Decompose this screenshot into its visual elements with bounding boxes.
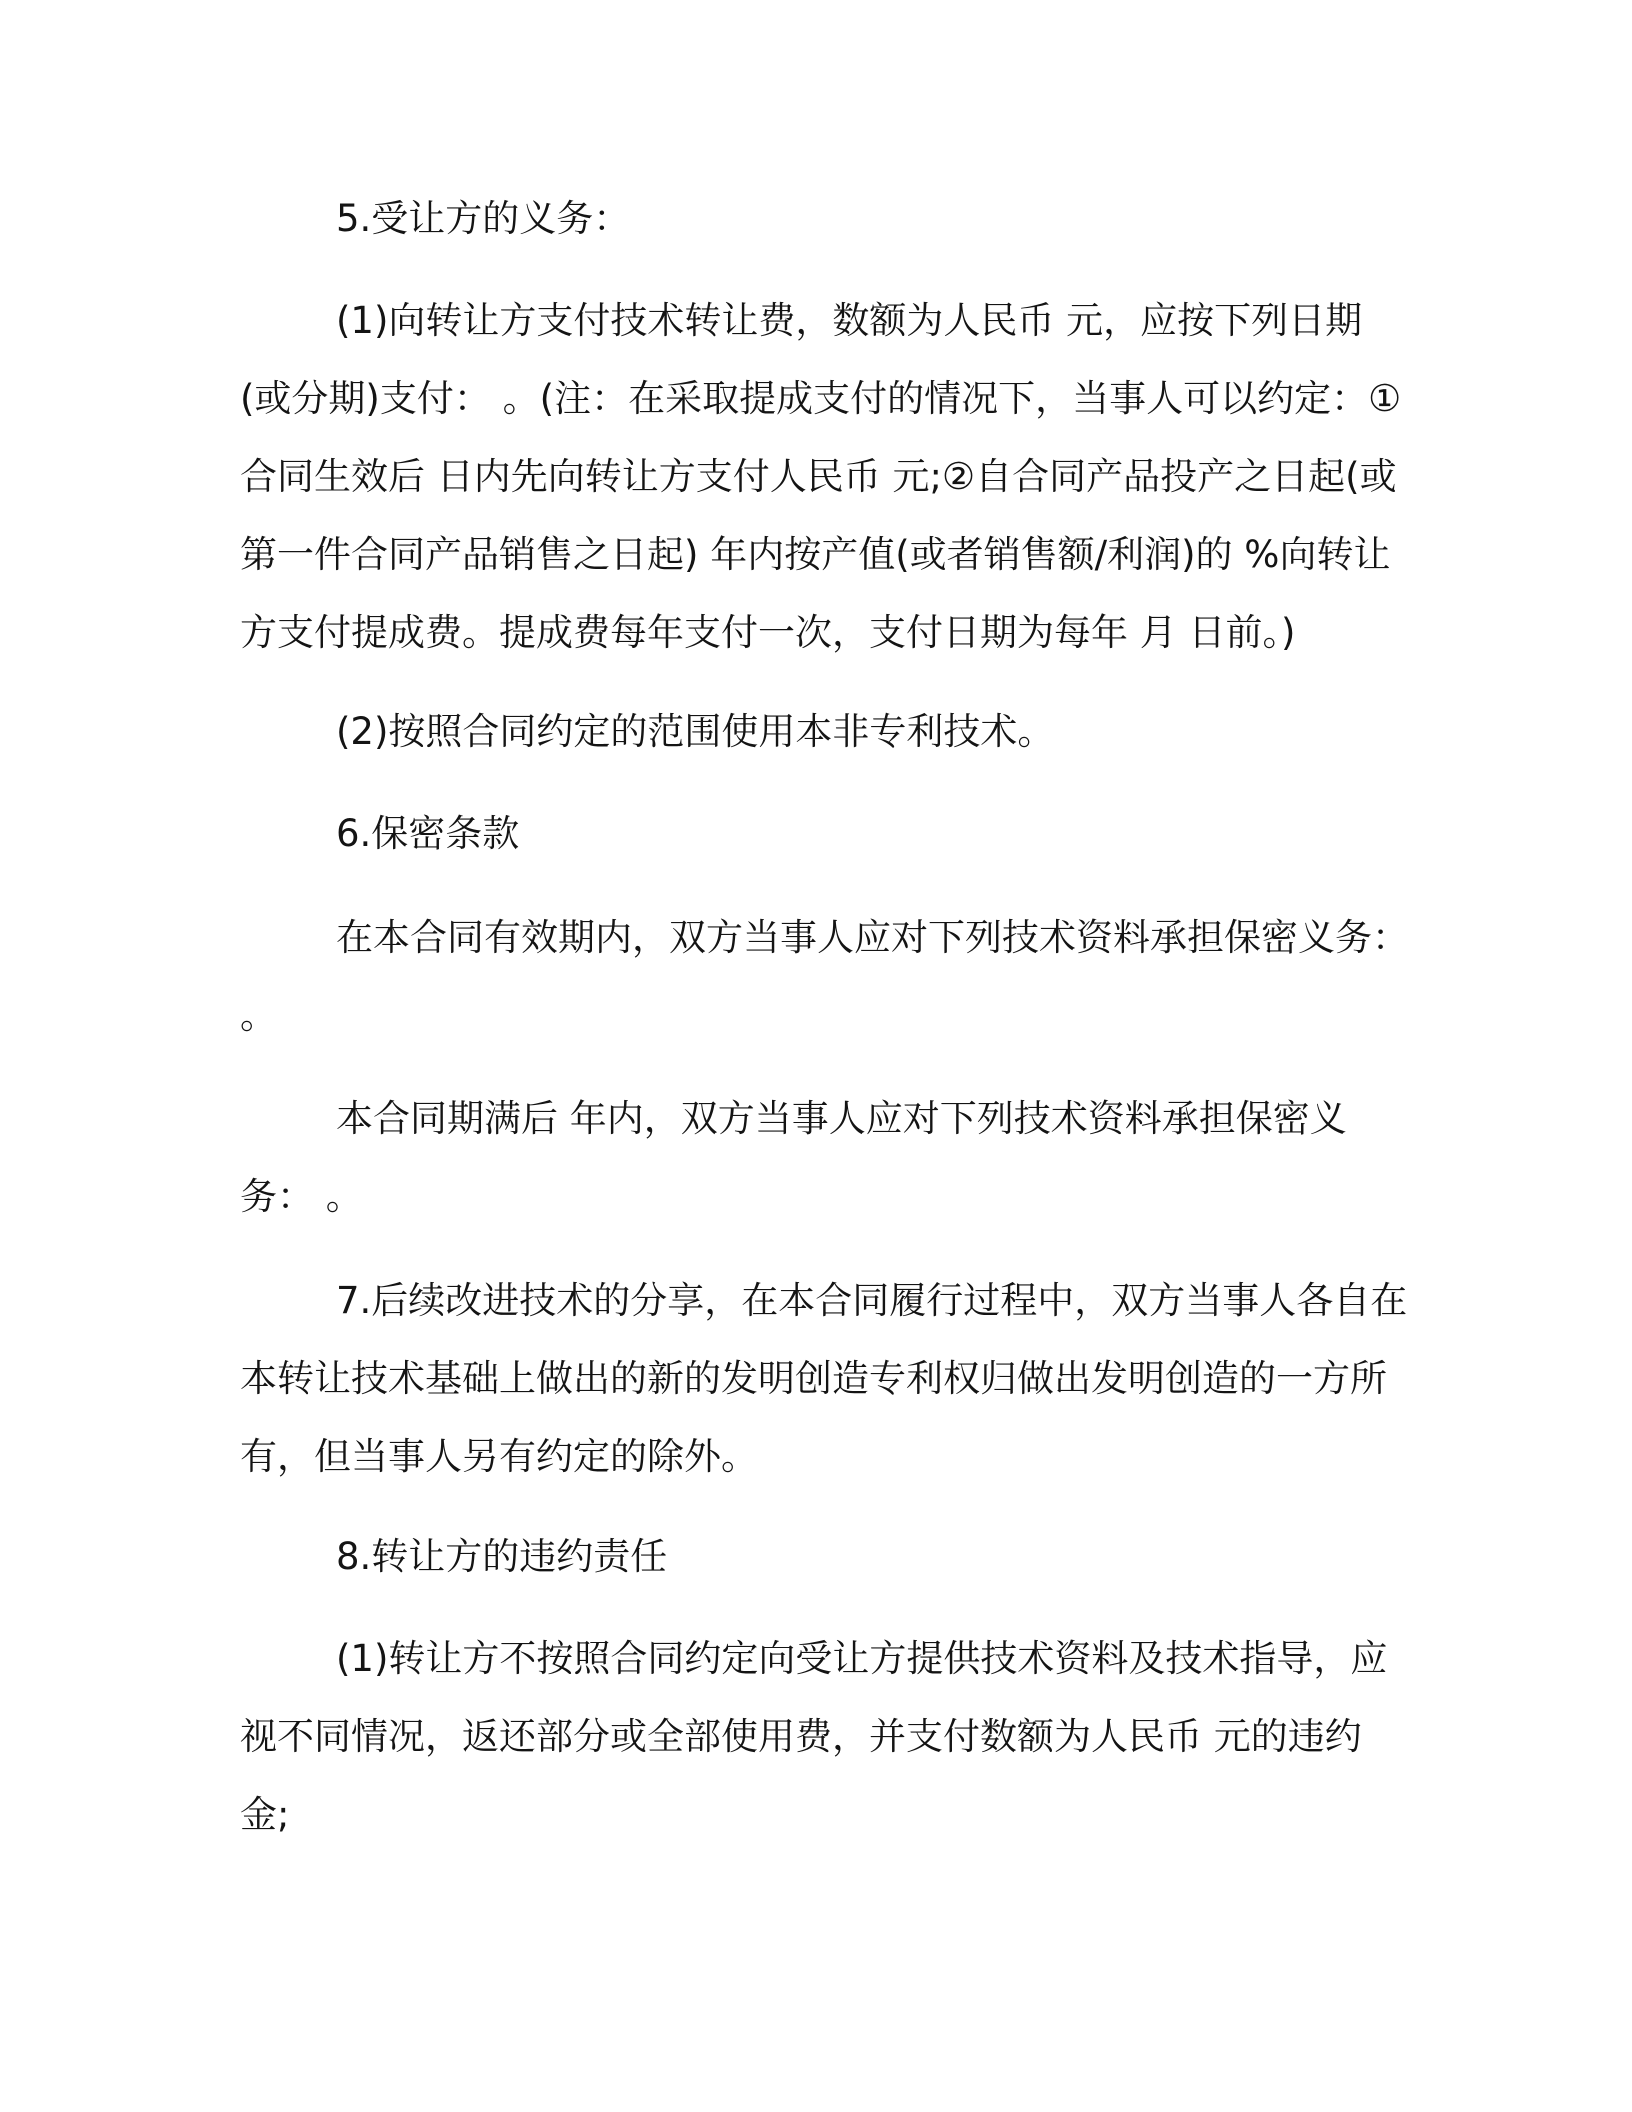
obligation-2-usage-paragraph: (2)按照合同约定的范围使用本非专利技术。 — [336, 710, 1055, 753]
confidentiality-during-term-paragraph: 在本合同有效期内，双方当事人应对下列技术资料承担保密义务： 。 — [240, 916, 1409, 1037]
obligation-1-payment-paragraph: (1)向转让方支付技术转让费，数额为人民币 元，应按下列日期(或分期)支付： 。(注：在采取提成支付的情况下，当事人可以约定：①合同生效后 日内先向转让方支付人民币 元;②自合同产品投产之日起(或第一件合同产品销售之日起) 年内按产值(或者销售额/利润)的 %向转让方支付提成费。提成费每年支付一次，支付日期为每年 月 日前。) — [240, 299, 1402, 654]
section-6-heading: 6.保密条款 — [336, 812, 520, 855]
breach-1-paragraph: (1)转让方不按照合同约定向受让方提供技术资料及技术指导，应视不同情况，返还部分或全部使用费，并支付数额为人民币 元的违约金; — [240, 1637, 1388, 1836]
section-5-heading: 5.受让方的义务： — [336, 197, 631, 240]
section-7-improvement-sharing-paragraph: 7.后续改进技术的分享，在本合同履行过程中，双方当事人各自在本转让技术基础上做出的新的发明创造专利权归做出发明创造的一方所有，但当事人另有约定的除外。 — [240, 1279, 1408, 1478]
section-8-heading: 8.转让方的违约责任 — [336, 1535, 668, 1578]
confidentiality-after-term-paragraph: 本合同期满后 年内，双方当事人应对下列技术资料承担保密义务： 。 — [240, 1097, 1347, 1218]
